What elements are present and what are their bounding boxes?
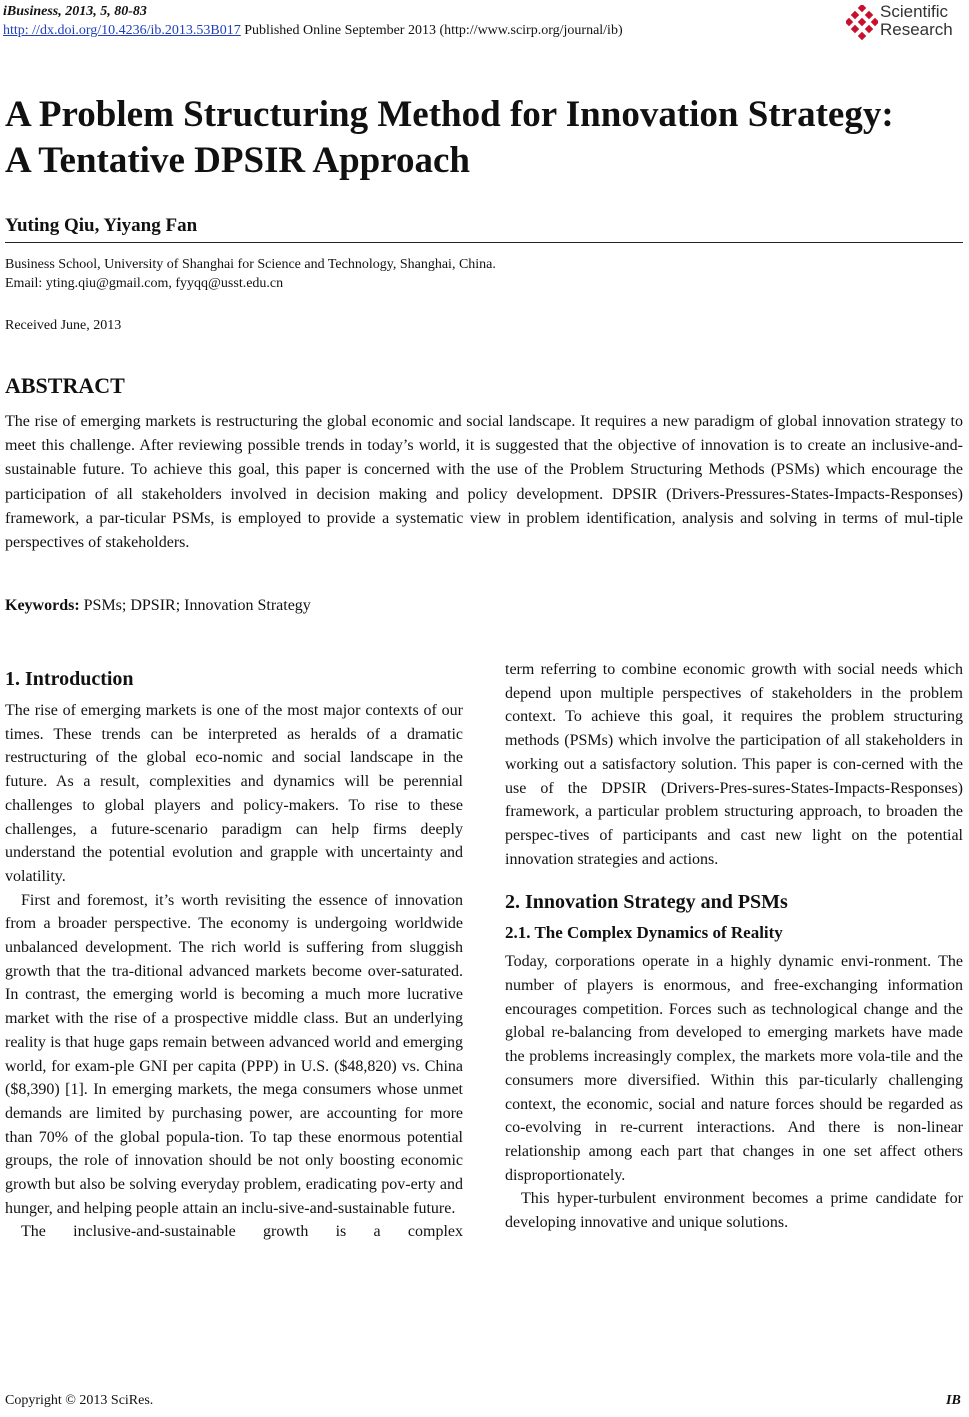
- keywords-list: PSMs; DPSIR; Innovation Strategy: [79, 597, 311, 614]
- right-paragraph-1: term referring to combine economic growth with social needs which depend upon multiple perspectives of stakeholders in the problem context. To achieve this goal, it requires the problem structuring methods (PSMs) which involve the participation of all stakeholders in working out a satisfactory solution. This paper is con-cerned with the use of the DPSIR (Drivers-Pres-sures-States-Impacts-Responses) framework, a particular problem structuring approach, to broaden the perspec-tives of participants and cast new light on the potential innovation strategies and actions.: [505, 661, 963, 868]
- section-1-heading: 1. Introduction: [5, 668, 134, 690]
- section-1-paragraph-1: The rise of emerging markets is one of the most major contexts of our times. These trends can be interpreted as heralds of a dramatic restructuring of the global eco-nomic and social landscape in the future. As a result, complexities and dynamics will be perennial challenges to global players and policy-makers. To rise to these challenges, a future-scenario paradigm can help firms deeply understand the potential evolution and grapple with uncertainty and volatility.: [5, 702, 463, 885]
- scientific-research-logo: [846, 3, 968, 43]
- abstract-text: The rise of emerging markets is restructuring the global economic and social landscape. It requires a new paradigm of global innovation strategy to meet this challenge. After reviewing possible trends in today’s world, it is suggested that the objective of innovation is to create an inclusive-and-sustainable future. To achieve this goal, this paper is concerned with the use of the Problem Structuring Methods (PSMs) which encourage the participation of all stakeholders involved in decision making and policy development. DPSIR (Drivers-Pressures-States-Impacts-Responses) framework, a par-ticular PSMs, is employed to provide a systematic view in problem identification, analysis and solving in terms of mul-tiple perspectives of stakeholders.: [5, 413, 963, 552]
- copyright-footer: Copyright © 2013 SciRes.: [5, 1393, 154, 1408]
- logo-line-1: Scientific: [880, 2, 949, 21]
- citation-info: , 2013, 5, 80-83: [58, 4, 147, 19]
- section-2-1-heading: 2.1. The Complex Dynamics of Reality: [505, 923, 783, 943]
- journal-abbrev-footer: IB: [946, 1393, 961, 1408]
- logo-line-2: Research: [880, 20, 953, 39]
- section-1-paragraph-2: First and foremost, it’s worth revisiting the essence of innovation from a broader perspective. The economy is undergoing worldwide unbalanced development. The rich world is suffering from sluggish growth that the tra-ditional advanced markets become over-saturated. In contrast, the emerging world is becoming a much more lucrative market with the rise of a prospective middle class. But an underlying reality is that huge gaps remain between advanced world and emerging world, for exam-ple GNI per capita (PPP) in U.S. ($48,820) vs. China ($8,390) [1]. In emerging markets, the mega consumers whose unmet demands are limited by purchasing power, are accounting for more than 70% of the global popula-tion. To tap these enormous potential groups, the role of innovation should be not only boosting economic growth but also be solving everyday problem, eradicating pov-erty and hunger, and helping people attain an inclu-sive-and-sustainable future.: [5, 891, 463, 1217]
- logo-mark-icon: [846, 5, 878, 41]
- abstract-heading: ABSTRACT: [5, 373, 125, 398]
- keywords: [5, 596, 311, 616]
- title-line-1: A Problem Structuring Method for Innovation Strategy:: [5, 94, 894, 135]
- paper-title: [5, 92, 960, 184]
- section-2-1-paragraph-1: Today, corporations operate in a highly dynamic envi-ronment. The number of players is enormous, and free-exchanging information encourages competition. Forces such as technological change and the global re-balancing from developed to emerging markets have made the problems increasingly complex, the markets more vola-tile and the consumers more diversified. Within this par-ticularly challenging context, the economic, social and nature forces should be regarded as co-evolving in re-current interactions. And there is non-linear relationship among each part that changes in one set affect others disproportionately.: [505, 953, 963, 1184]
- section-2-1-paragraph-2: This hyper-turbulent environment becomes a prime candidate for developing innovative and unique solutions.: [505, 1190, 963, 1232]
- affiliation: Business School, University of Shanghai for Science and Technology, Shanghai, China.: [5, 257, 496, 272]
- keywords-label: Keywords:: [5, 597, 80, 614]
- received-date: Received June, 2013: [5, 318, 122, 333]
- doi-link[interactable]: http: //dx.doi.org/10.4236/ib.2013.53B017: [3, 23, 241, 38]
- authors: Yuting Qiu, Yiyang Fan: [5, 215, 198, 236]
- journal-citation: [3, 3, 147, 20]
- journal-name: iBusiness: [3, 4, 59, 19]
- email: Email: yting.qiu@gmail.com, fyyqq@usst.edu.cn: [5, 276, 284, 291]
- section-1-paragraph-3: The inclusive-and-sustainable growth is a complex: [21, 1223, 463, 1241]
- right-column: [505, 658, 963, 1235]
- section-2-heading: 2. Innovation Strategy and PSMs: [505, 891, 788, 914]
- left-column: [5, 666, 463, 1244]
- publication-line: [3, 22, 623, 39]
- title-line-2: A Tentative DPSIR Approach: [5, 140, 470, 181]
- published-info: Published Online September 2013 (http://www.scirp.org/journal/ib): [240, 23, 623, 38]
- divider: [5, 242, 963, 243]
- logo-text: [880, 3, 953, 39]
